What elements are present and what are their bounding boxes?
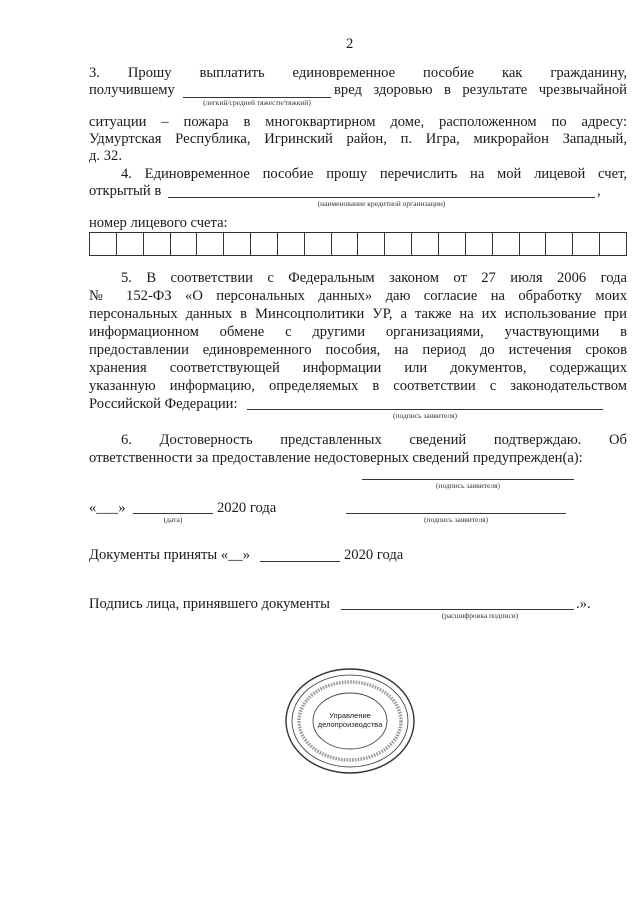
account-digit-cell[interactable] xyxy=(332,232,359,256)
account-digit-cell[interactable] xyxy=(600,232,627,256)
s4-line-1: 4. Единовременное пособие прошу перечислить на мой лицевой счет, xyxy=(121,166,627,182)
accepted-text: Документы приняты «__» xyxy=(89,547,251,563)
account-digit-cell[interactable] xyxy=(144,232,171,256)
date-day: «___» xyxy=(89,500,126,516)
consent-signature-caption: (подпись заявителя) xyxy=(392,411,458,420)
account-digit-cell[interactable] xyxy=(224,232,251,256)
s3-line-2-end: вред здоровью в результате чрезвычайной xyxy=(334,82,627,98)
account-digit-cell[interactable] xyxy=(171,232,198,256)
s5-line-4: информационном обмене с другими организациями, участвующими в xyxy=(89,324,627,340)
severity-caption: (легкий/средней тяжести/тяжкий) xyxy=(203,98,311,107)
seal-line-1: Управление xyxy=(329,711,371,720)
account-number-grid xyxy=(89,232,627,256)
account-digit-cell[interactable] xyxy=(412,232,439,256)
account-digit-cell[interactable] xyxy=(385,232,412,256)
s3-line-2-start: получившему xyxy=(89,82,175,98)
s5-line-2: № 152-ФЗ «О персональных данных» даю согласие на обработку моих xyxy=(89,288,627,304)
account-digit-cell[interactable] xyxy=(89,232,117,256)
s5-line-6: хранения соответствующей информации или документов, содержащих xyxy=(89,360,627,376)
s3-line-1: 3. Прошу выплатить единовременное пособие как гражданину, xyxy=(89,65,627,81)
date-month-line xyxy=(133,513,213,514)
liability-signature-line xyxy=(362,479,574,480)
account-digit-cell[interactable] xyxy=(117,232,144,256)
s5-line-1: 5. В соответствии с Федеральным законом от 27 июля 2006 года xyxy=(121,270,627,286)
page-number: 2 xyxy=(346,36,354,52)
accepted-month-line xyxy=(260,561,340,562)
date-year: 2020 года xyxy=(217,500,277,516)
s6-line-1: 6. Достоверность представленных сведений подтверждаю. Об xyxy=(121,432,627,448)
signer-tail: .». xyxy=(576,596,591,612)
s5-line-7: указанную информацию, определяемых в соответствии с законодательством xyxy=(89,378,627,394)
consent-signature-line xyxy=(247,409,603,410)
account-digit-cell[interactable] xyxy=(520,232,547,256)
signer-line xyxy=(341,609,574,610)
s4-line-2-start: открытый в xyxy=(89,183,162,199)
s3-line-4: Удмуртская Республика, Игринский район, п. Игра, микрорайон Западный, xyxy=(89,131,627,147)
account-digit-cell[interactable] xyxy=(466,232,493,256)
account-digit-cell[interactable] xyxy=(251,232,278,256)
s3-line-3: ситуации – пожара в многоквартирном доме, расположенном по адресу: xyxy=(89,114,627,130)
bank-caption: (наименование кредитной организации) xyxy=(317,199,446,208)
account-digit-cell[interactable] xyxy=(305,232,332,256)
seal-line-2: делопроизводства xyxy=(317,720,383,729)
account-label: номер лицевого счета: xyxy=(89,215,228,231)
account-digit-cell[interactable] xyxy=(546,232,573,256)
s6-line-2: ответственности за предоставление недостоверных сведений предупрежден(а): xyxy=(89,450,583,466)
date-caption: (дата) xyxy=(163,515,183,524)
signer-label: Подпись лица, принявшего документы xyxy=(89,596,330,612)
signer-caption: (расшифровка подписи) xyxy=(441,611,519,620)
s3-line-5: д. 32. xyxy=(89,148,122,164)
account-digit-cell[interactable] xyxy=(493,232,520,256)
bank-blank-line xyxy=(168,197,595,198)
account-digit-cell[interactable] xyxy=(573,232,600,256)
s5-line-8: Российской Федерации: xyxy=(89,396,238,412)
account-digit-cell[interactable] xyxy=(278,232,305,256)
office-seal xyxy=(284,667,416,775)
account-digit-cell[interactable] xyxy=(358,232,385,256)
account-digit-cell[interactable] xyxy=(439,232,466,256)
liability-signature-caption: (подпись заявителя) xyxy=(435,481,501,490)
date-signature-caption: (подпись заявителя) xyxy=(423,515,489,524)
s4-line-2-comma: , xyxy=(597,183,601,199)
account-digit-cell[interactable] xyxy=(197,232,224,256)
date-signature-line xyxy=(346,513,566,514)
accepted-year: 2020 года xyxy=(344,547,404,563)
s5-line-5: предоставлении единовременного пособия, на период до истечения сроков xyxy=(89,342,627,358)
s5-line-3: персональных данных в Минсоцполитики УР, а также на их использование при xyxy=(89,306,627,322)
